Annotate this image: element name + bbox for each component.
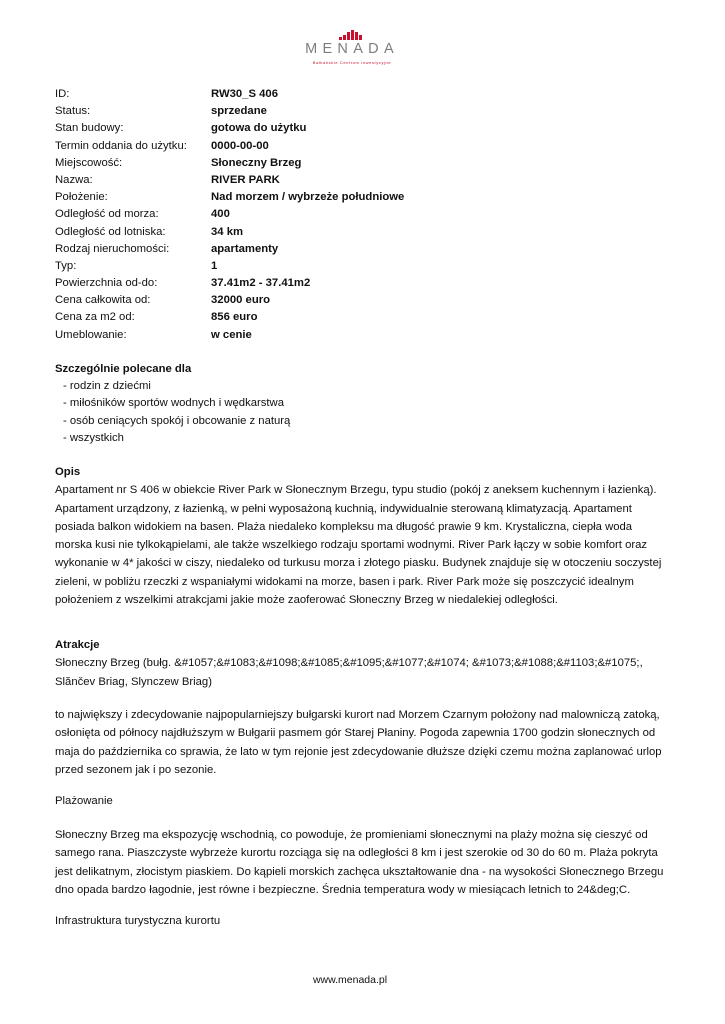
- property-label: Stan budowy:: [55, 122, 124, 135]
- property-label: Odległość od lotniska:: [55, 225, 166, 238]
- property-label: Cena całkowita od:: [55, 294, 151, 307]
- property-row: [55, 189, 404, 206]
- property-value: 37.41m2 - 37.41m2: [211, 277, 311, 290]
- property-value: Słoneczny Brzeg: [211, 156, 302, 169]
- beach-subheading-block: [55, 792, 667, 810]
- property-label: Nazwa:: [55, 173, 93, 186]
- property-row: [55, 224, 404, 241]
- menada-logo: [297, 24, 407, 70]
- property-row: [55, 103, 404, 120]
- property-row: [55, 309, 404, 326]
- logo-name: MENADA: [305, 41, 399, 57]
- property-value: apartamenty: [211, 242, 279, 255]
- attractions-paragraph: to największy i zdecydowanie najpopularniejszy bułgarski kurort nad Morzem Czarnym położony nad malowniczą zatoką, osłonięta od północy najdłuższym w Bułgarii pasmem gór Starej Płaniny. Pogoda zapewnia 1700 godzin słonecznych od maja do października co sprawia, że lato w tym rejonie jest zdecydowanie dłuższe dzięki czemu można zaplanować urlop przed sezonem jak i po sezonie.: [55, 709, 662, 776]
- property-value: 856 euro: [211, 311, 258, 324]
- property-value: 32000 euro: [211, 294, 271, 307]
- property-label: Rodzaj nieruchomości:: [55, 242, 170, 255]
- property-value: 1: [211, 259, 218, 272]
- infrastructure-block: [55, 912, 667, 930]
- attractions-heading: Atrakcje: [55, 639, 100, 651]
- building-blocks-icon: [339, 24, 365, 42]
- list-item: - wszystkich: [63, 431, 124, 444]
- property-label: ID:: [55, 88, 70, 100]
- property-row: [55, 155, 404, 172]
- property-label: Miejscowość:: [55, 156, 123, 169]
- description-section: [55, 464, 667, 609]
- property-row: [55, 327, 404, 344]
- property-label: Termin oddania do użytku:: [55, 139, 187, 152]
- list-item: - osób ceniących spokój i obcowanie z naturą: [63, 414, 291, 427]
- property-label: Umeblowanie:: [55, 328, 127, 341]
- beach-section: [55, 826, 667, 899]
- property-row: [55, 241, 404, 258]
- property-label: Status:: [55, 105, 91, 118]
- list-item: - rodzin z dziećmi: [63, 380, 151, 393]
- property-value: w cenie: [211, 328, 252, 341]
- property-value: RIVER PARK: [211, 173, 280, 186]
- property-label: Powierzchnia od-do:: [55, 277, 158, 290]
- property-row: [55, 292, 404, 309]
- property-label: Typ:: [55, 259, 77, 272]
- description-heading: Opis: [55, 466, 81, 478]
- property-row: [55, 275, 404, 292]
- property-row: [55, 206, 404, 223]
- footer-url: www.menada.pl: [312, 974, 388, 986]
- attractions-intro: Słoneczny Brzeg (bułg. &#1057;&#1083;&#1098;&#1085;&#1095;&#1077;&#1074; &#1073;&#1088;&#1103;&#1075;, Slănčev Briag, Slynczew Briag): [55, 657, 643, 688]
- property-value: 0000-00-00: [211, 139, 269, 152]
- beach-subheading: Plażowanie: [55, 795, 113, 807]
- property-row: [55, 172, 404, 189]
- property-details: [55, 86, 404, 344]
- property-value: sprzedane: [211, 105, 267, 118]
- list-item: - miłośników sportów wodnych i wędkarstwa: [63, 397, 284, 410]
- property-label: Położenie:: [55, 191, 108, 204]
- logo-tagline: Bałkańskie Centrum Inwestycyjne: [312, 60, 392, 65]
- attractions-body: [55, 706, 667, 779]
- infrastructure-subheading: Infrastruktura turystyczna kurortu: [55, 915, 221, 927]
- property-value: RW30_S 406: [211, 88, 278, 100]
- property-row: [55, 86, 404, 103]
- description-text: Apartament nr S 406 w obiekcie River Park w Słonecznym Brzegu, typu studio (pokój z aneksem kuchennym i łazienką). Apartament urządzony, z łazienką, w pełni wyposażoną kuchnią, indywidualnie sterowaną klimatyzacją. Apartament posiada balkon widokiem na basen. Plaża niedaleko kompleksu ma długość prawie 9 km. Krystaliczna, ciepła woda morska kusi nie tylkokąpielami, ale także wszelkiego rodzaju sportami wodnymi. River Park łączy w sobie komfort oraz wykonanie w 4* jakości w ciszy, niedaleko od turkusu morza i złotego piasku. Budynek znajduje się w otoczeniu soczystej zieleni, w pobliżu rzeczki z wspaniałymi widokami na morze, basen i park. River Park może się poszczycić idealnym położeniem z wszelkimi atrakcjami jakie może zaoferować Słoneczny Brzeg w niedalekiej odległości.: [55, 484, 662, 606]
- property-row: [55, 120, 404, 137]
- beach-text: Słoneczny Brzeg ma ekspozycję wschodnią, co powoduje, że promieniami słonecznymi na plaży można się cieszyć od samego rana. Piaszczyste wybrzeże kurortu rozciąga się na odległości 8 km i jest szerokie od 30 do 60 m. Plaża pokryta jest delikatnym, złocistym piaskiem. Do kąpieli morskich zachęca ukształtowanie dna - na wysokości Słonecznego Brzegu dno opada bardzo łagodnie, jest równe i bezpieczne. Średnia temperatura wody w miesiącach letnich to 24&deg;C.: [55, 829, 664, 896]
- property-row: [55, 258, 404, 275]
- property-value: 34 km: [211, 225, 244, 238]
- recommended-section: [55, 361, 667, 447]
- attractions-section: [55, 637, 667, 691]
- property-label: Odległość od morza:: [55, 208, 159, 221]
- property-row: [55, 138, 404, 155]
- property-value: 400: [211, 208, 230, 221]
- recommended-heading: Szczególnie polecane dla: [55, 363, 192, 375]
- property-label: Cena za m2 od:: [55, 311, 135, 324]
- property-value: gotowa do użytku: [211, 122, 307, 135]
- property-value: Nad morzem / wybrzeże południowe: [211, 191, 405, 204]
